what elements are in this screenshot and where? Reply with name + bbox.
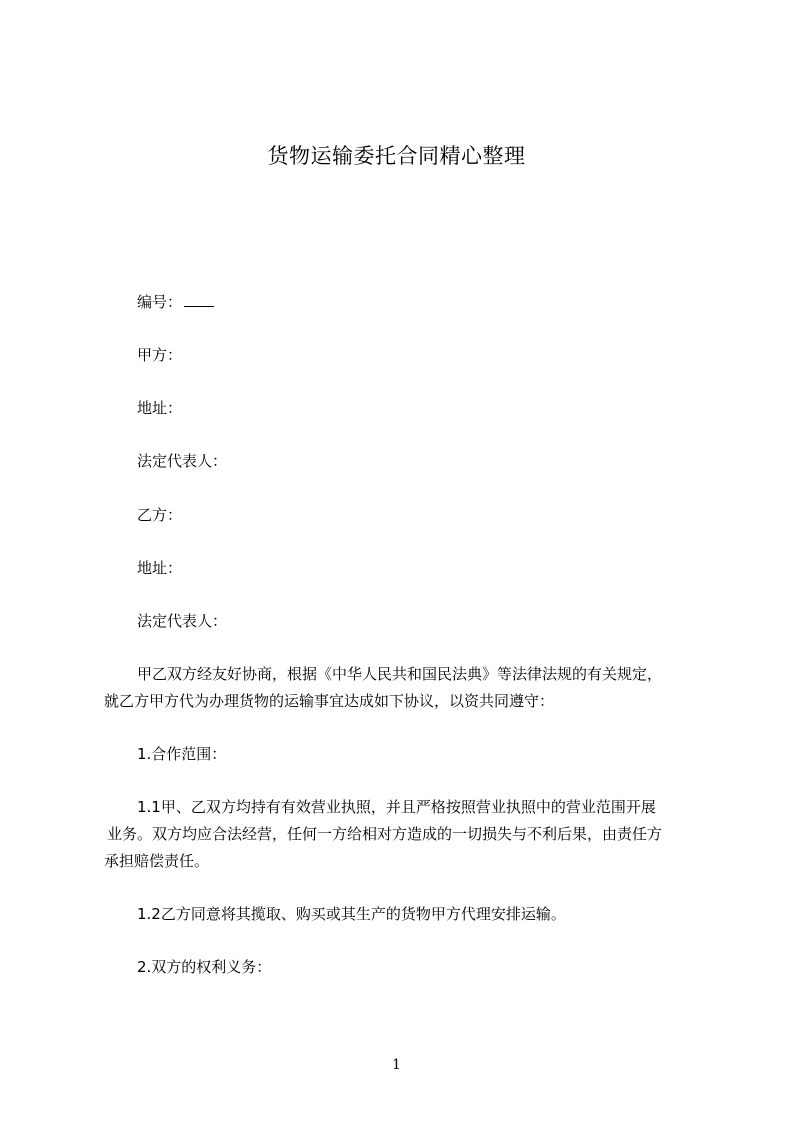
party-a-address-label: 地址： xyxy=(137,399,183,417)
clause-1-1-line-2: 业务。双方均应合法经营，任何一方给相对方造成的一切损失与不利后果，由责任方 xyxy=(107,825,663,843)
clause-1-1-line-1: 1.1甲、乙双方均持有有效营业执照，并且严格按照营业执照中的营业范围开展 xyxy=(137,798,656,816)
party-b-representative-label: 法定代表人： xyxy=(137,612,228,630)
preamble-line-2: 就乙方甲方代为办理货物的运输事宜达成如下协议，以资共同遵守： xyxy=(104,692,555,710)
party-b-address-label: 地址： xyxy=(137,559,183,577)
page-number: 1 xyxy=(392,1057,401,1073)
party-a-label: 甲方： xyxy=(137,346,183,364)
party-b-label: 乙方： xyxy=(137,506,183,524)
contract-number-field xyxy=(137,292,214,312)
section-1-heading: 1.合作范围： xyxy=(137,745,227,763)
clause-1-2: 1.2乙方同意将其揽取、购买或其生产的货物甲方代理安排运输。 xyxy=(137,905,566,923)
preamble-line-1: 甲乙双方经友好协商，根据《中华人民共和国民法典》等法律法规的有关规定， xyxy=(137,665,663,683)
party-a-representative-label: 法定代表人： xyxy=(137,452,228,470)
document-title: 货物运输委托合同精心整理 xyxy=(267,144,526,168)
section-2-heading: 2.双方的权利义务： xyxy=(137,958,272,976)
contract-number-label: 编号： xyxy=(137,293,183,311)
clause-1-1-line-3: 承担赔偿责任。 xyxy=(104,852,210,870)
contract-number-blank xyxy=(184,292,214,307)
